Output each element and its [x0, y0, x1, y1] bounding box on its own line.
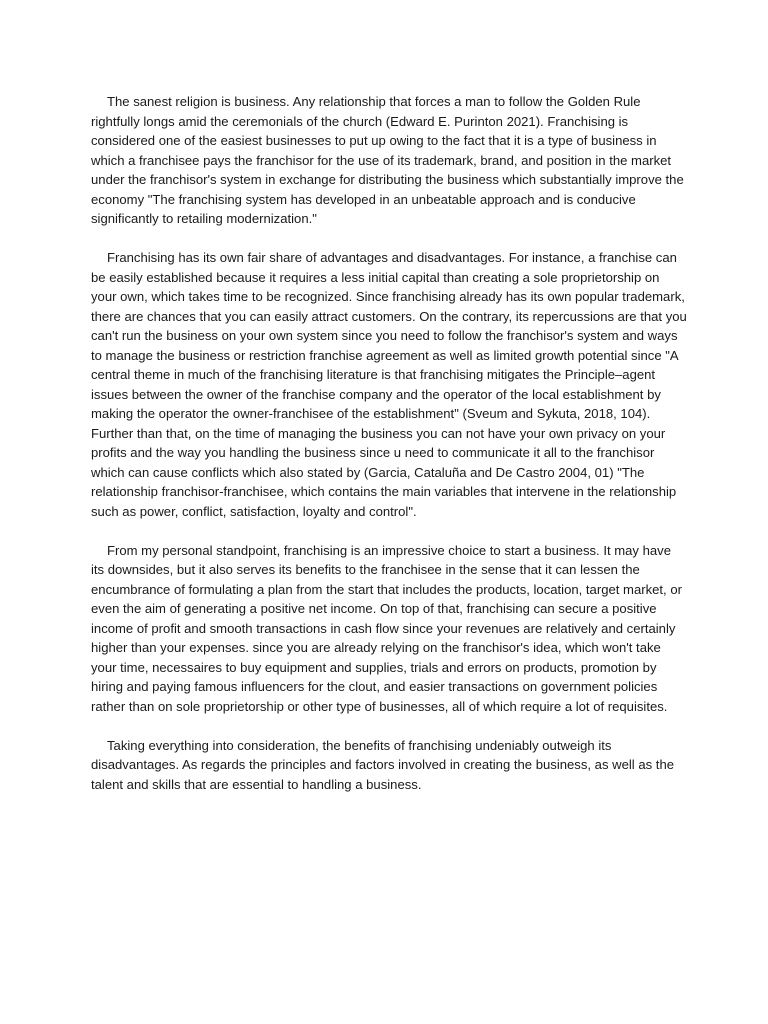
- paragraph-personal-standpoint: From my personal standpoint, franchising is an impressive choice to start a business. It may have its downsides, but it also serves its benefits to the franchisee in the sense that it can lessen the encumbrance of formulating a plan from the start that includes the products, location, target market, or even the aim of generating a positive net income. On top of that, franchising can secure a positive income of profit and smooth transactions in cash flow since your revenues are relatively and certainly higher than your expenses. since you are already relying on the franchisor's idea, which won't take your time, necessaires to buy equipment and supplies, trials and errors on products, promotion by hiring and paying famous influencers for the clout, and easier transactions on government policies rather than on sole proprietorship or other type of businesses, all of which require a lot of requisites.: [91, 542, 682, 714]
- paragraph-advantages-disadvantages: Franchising has its own fair share of advantages and disadvantages. For instance, a franchise can be easily established because it requires a less initial capital than creating a sole proprietorship on your own, which takes time to be recognized. Since franchising already has its own popular trademark, there are chances that you can easily attract customers. On the contrary, its repercussions are that you can't run the business on your own system since you need to follow the franchisor's system and ways to manage the business or restriction franchise agreement as well as limited growth potential since "A central theme in much of the franchising literature is that franchising mitigates the Principle–agent issues between the owner of the franchise company and the operator of the local establishment by making the operator the owner-franchisee of the establishment" (Sveum and Sykuta, 2018, 104). Further than that, on the time of managing the business you can not have your own privacy on your profits and the way you handling the business since u need to communicate it all to the franchisor which can cause conflicts which also stated by (Garcia, Cataluña and De Castro 2004, 01) "The relationship franchisor-franchisee, which contains the main variables that intervene in the relationship such as power, conflict, satisfaction, loyalty and control".: [91, 250, 687, 519]
- paragraph-intro: The sanest religion is business. Any relationship that forces a man to follow the Golden Rule rightfully longs amid the ceremonials of the church (Edward E. Purinton 2021). Franchising is considered one of the easiest businesses to put up owing to the fact that it is a type of business in which a franchisee pays the franchisor for the use of its trademark, brand, and position in the market under the franchisor's system in exchange for distributing the business which substantially improve the economy "The franchising system has developed in an unbeatable approach and is conducive significantly to retailing modernization.": [91, 94, 684, 226]
- paragraph-conclusion: Taking everything into consideration, the benefits of franchising undeniably outweigh its disadvantages. As regards the principles and factors involved in creating the business, as well as the talent and skills that are essential to handling a business.: [91, 737, 675, 792]
- document-page: [91, 92, 687, 814]
